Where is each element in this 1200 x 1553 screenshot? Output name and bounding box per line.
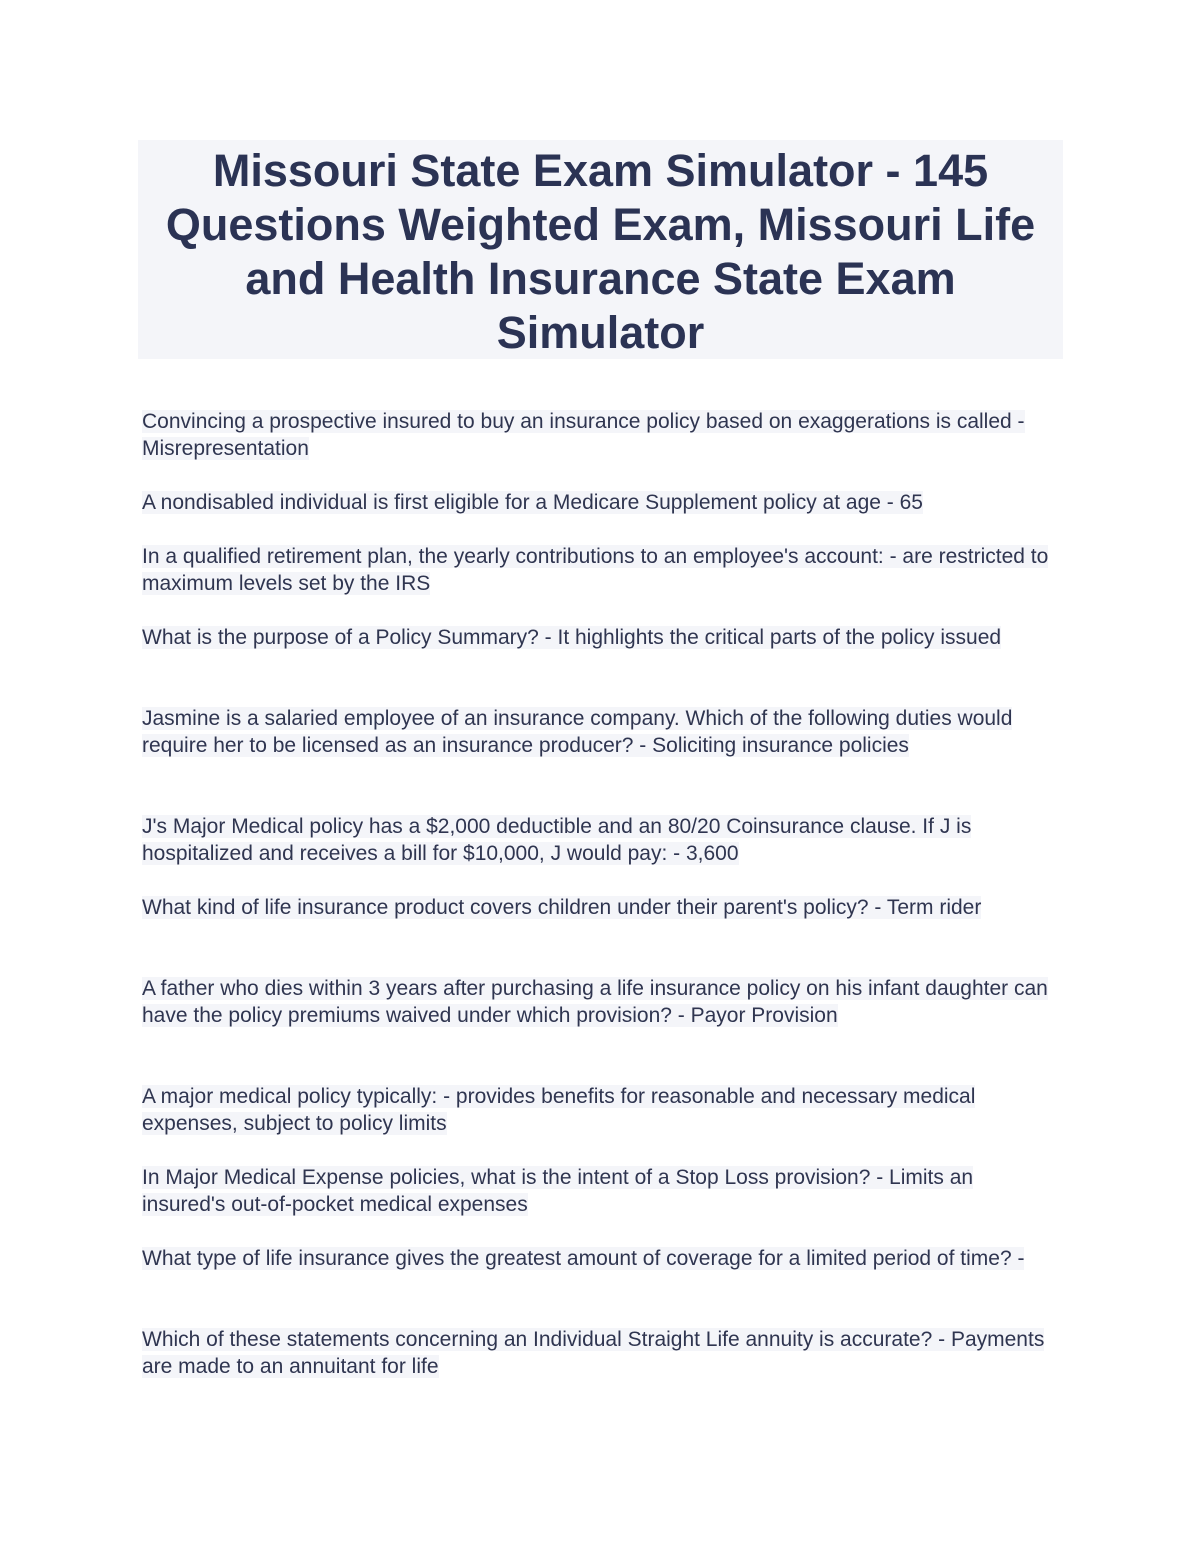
qa-item bbox=[142, 975, 1062, 1083]
qa-text: In Major Medical Expense policies, what is the intent of a Stop Loss provision? - Limits an insured's out-of-pocket medical expenses bbox=[142, 1166, 974, 1216]
qa-item bbox=[142, 489, 1062, 543]
qa-item bbox=[142, 408, 1062, 489]
qa-item bbox=[142, 894, 1062, 975]
qa-text: What kind of life insurance product covers children under their parent's policy? - Term rider bbox=[142, 896, 982, 919]
qa-item bbox=[142, 1326, 1062, 1380]
qa-text: Which of these statements concerning an Individual Straight Life annuity is accurate? - Payments are made to an annuitant for life bbox=[142, 1328, 1045, 1378]
qa-text: A major medical policy typically: - provides benefits for reasonable and necessary medical expenses, subject to policy limits bbox=[142, 1085, 976, 1135]
document-title: Missouri State Exam Simulator - 145 Questions Weighted Exam, Missouri Life and Health Insurance State Exam Simulator bbox=[165, 145, 1036, 358]
title-banner bbox=[138, 140, 1063, 359]
qa-text: What type of life insurance gives the greatest amount of coverage for a limited period of time? - bbox=[142, 1247, 1025, 1270]
qa-item bbox=[142, 1164, 1062, 1245]
qa-item bbox=[142, 813, 1062, 894]
qa-text: In a qualified retirement plan, the yearly contributions to an employee's account: - are restricted to maximum levels set by the IRS bbox=[142, 545, 1049, 595]
qa-item bbox=[142, 543, 1062, 624]
qa-text: A nondisabled individual is first eligible for a Medicare Supplement policy at age - 65 bbox=[142, 491, 923, 514]
qa-text: Convincing a prospective insured to buy an insurance policy based on exaggerations is called - Misrepresentation bbox=[142, 410, 1025, 460]
qa-item bbox=[142, 1083, 1062, 1164]
qa-item bbox=[142, 705, 1062, 813]
qa-text: Jasmine is a salaried employee of an insurance company. Which of the following duties would require her to be licensed as an insurance producer? - Soliciting insurance policies bbox=[142, 707, 1013, 757]
qa-text: What is the purpose of a Policy Summary? - It highlights the critical parts of the policy issued bbox=[142, 626, 1002, 649]
qa-text: J's Major Medical policy has a $2,000 deductible and an 80/20 Coinsurance clause. If J is hospitalized and receives a bill for $10,000, J would pay: - 3,600 bbox=[142, 815, 972, 865]
qa-item bbox=[142, 624, 1062, 705]
qa-text: A father who dies within 3 years after purchasing a life insurance policy on his infant daughter can have the policy premiums waived under which provision? - Payor Provision bbox=[142, 977, 1048, 1027]
qa-list bbox=[142, 408, 1062, 1380]
qa-item bbox=[142, 1245, 1062, 1326]
